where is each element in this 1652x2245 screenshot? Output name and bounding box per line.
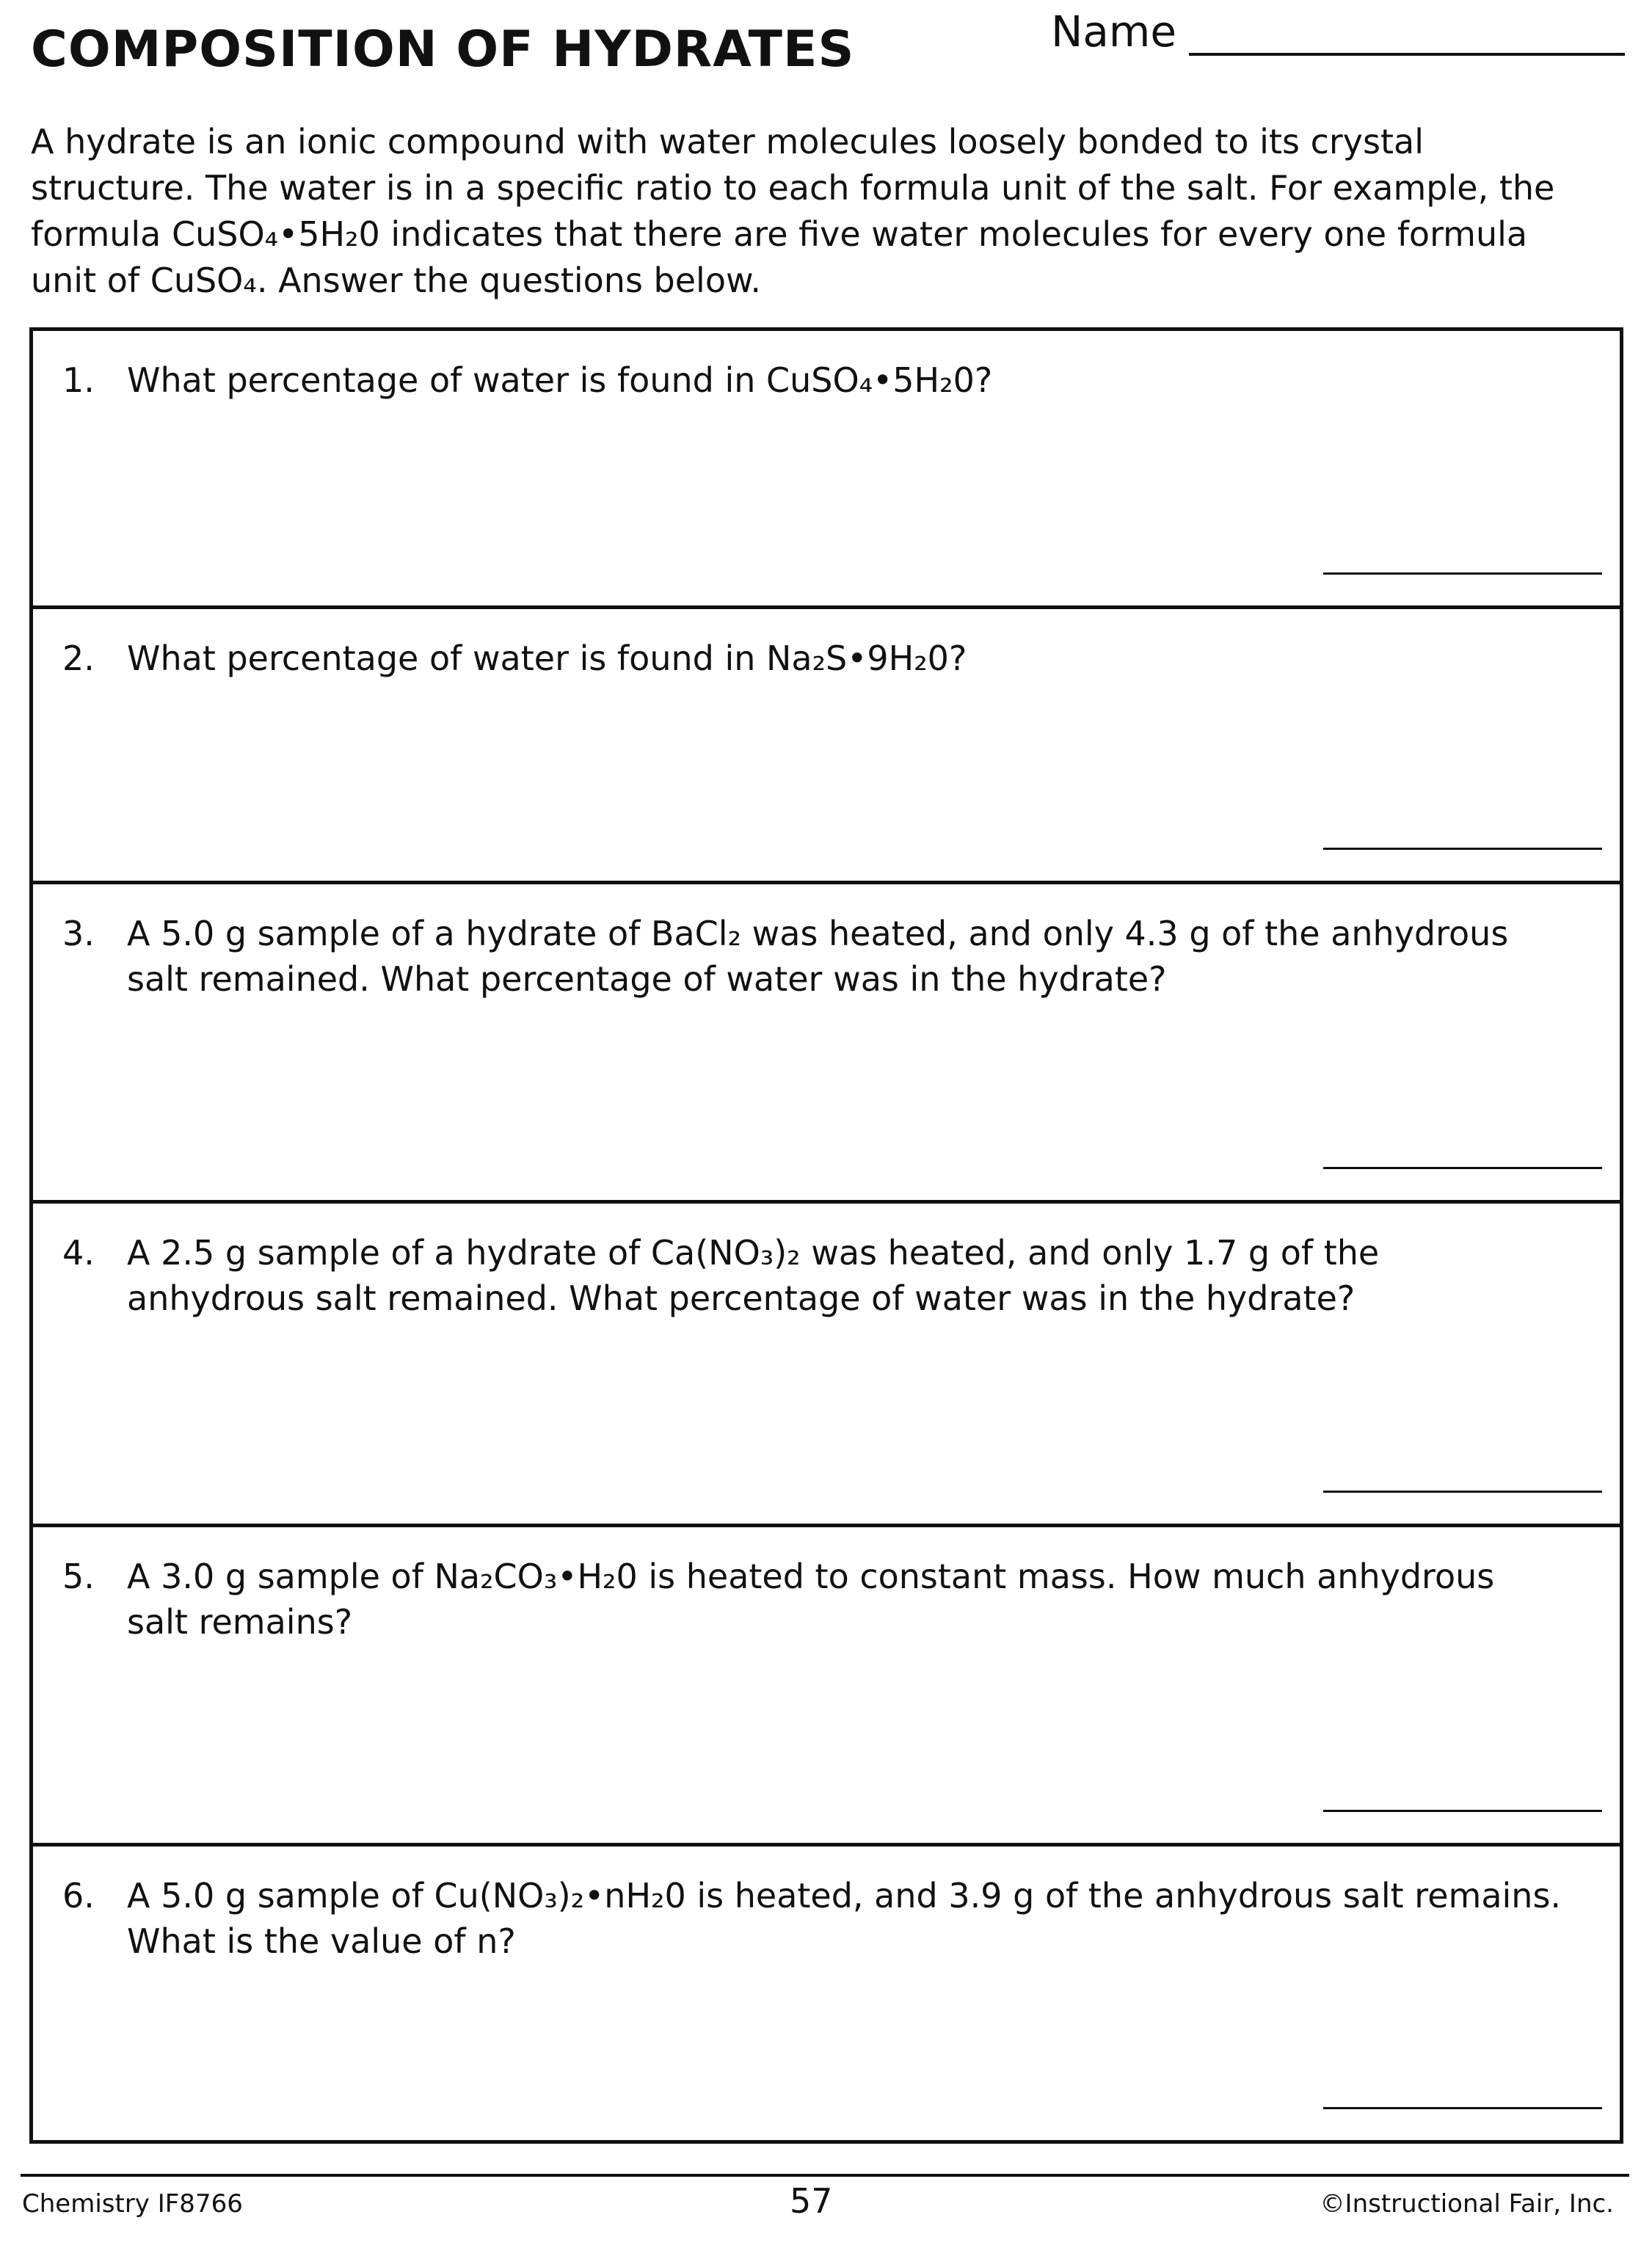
name-line: [1189, 53, 1625, 56]
question-text: [127, 1873, 1595, 1964]
question-number: 5.: [62, 1557, 95, 1596]
question-text: [127, 1230, 1595, 1321]
answer-line[interactable]: [1323, 2107, 1602, 2109]
question-text: [127, 1554, 1595, 1645]
intro-line: structure. The water is in a specific ratio to each formula unit of the salt. For example, the: [31, 168, 1555, 208]
intro-line: unit of CuSO₄. Answer the questions below.: [31, 261, 761, 300]
answer-line[interactable]: [1323, 848, 1602, 850]
question-box-2: [29, 605, 1623, 884]
name-label: Name: [1051, 7, 1177, 57]
intro-line: formula CuSO₄•5H₂0 indicates that there are five water molecules for every one formula: [31, 214, 1528, 254]
footer-rule: [21, 2174, 1629, 2177]
question-line: salt remains?: [127, 1602, 353, 1642]
page-number: 57: [790, 2181, 833, 2221]
question-number: 2.: [62, 638, 95, 678]
answer-line[interactable]: [1323, 572, 1602, 575]
question-text: [127, 911, 1595, 1002]
question-number: 6.: [62, 1876, 95, 1915]
question-number: 3.: [62, 914, 95, 953]
answer-line[interactable]: [1323, 1491, 1602, 1493]
question-line: A 5.0 g sample of a hydrate of BaCl₂ was heated, and only 4.3 g of the anhydrous: [127, 914, 1509, 953]
question-box-6: [29, 1843, 1623, 2144]
answer-line[interactable]: [1323, 1810, 1602, 1812]
question-line: What percentage of water is found in CuSO₄•5H₂0?: [127, 360, 993, 400]
question-number: 4.: [62, 1233, 95, 1273]
intro-line: A hydrate is an ionic compound with water molecules loosely bonded to its crystal: [31, 122, 1424, 161]
intro-paragraph: [31, 119, 1631, 304]
question-line: anhydrous salt remained. What percentage of water was in the hydrate?: [127, 1278, 1356, 1318]
question-line: A 2.5 g sample of a hydrate of Ca(NO₃)₂ was heated, and only 1.7 g of the: [127, 1233, 1380, 1273]
question-line: What is the value of n?: [127, 1921, 516, 1961]
question-text: [127, 357, 1595, 403]
question-line: salt remained. What percentage of water was in the hydrate?: [127, 959, 1167, 999]
question-box-4: [29, 1200, 1623, 1527]
worksheet-title: COMPOSITION OF HYDRATES: [31, 21, 855, 79]
question-number: 1.: [62, 360, 95, 400]
question-line: A 3.0 g sample of Na₂CO₃•H₂0 is heated to constant mass. How much anhydrous: [127, 1557, 1495, 1596]
question-box-1: [29, 327, 1623, 609]
question-line: What percentage of water is found in Na₂S•9H₂0?: [127, 638, 967, 678]
footer-copyright: ©Instructional Fair, Inc.: [1320, 2189, 1614, 2219]
footer-book-code: Chemistry IF8766: [22, 2189, 243, 2219]
question-text: [127, 636, 1595, 681]
question-box-3: [29, 881, 1623, 1204]
question-line: A 5.0 g sample of Cu(NO₃)₂•nH₂0 is heated, and 3.9 g of the anhydrous salt remains.: [127, 1876, 1562, 1915]
answer-line[interactable]: [1323, 1167, 1602, 1169]
question-box-5: [29, 1524, 1623, 1846]
